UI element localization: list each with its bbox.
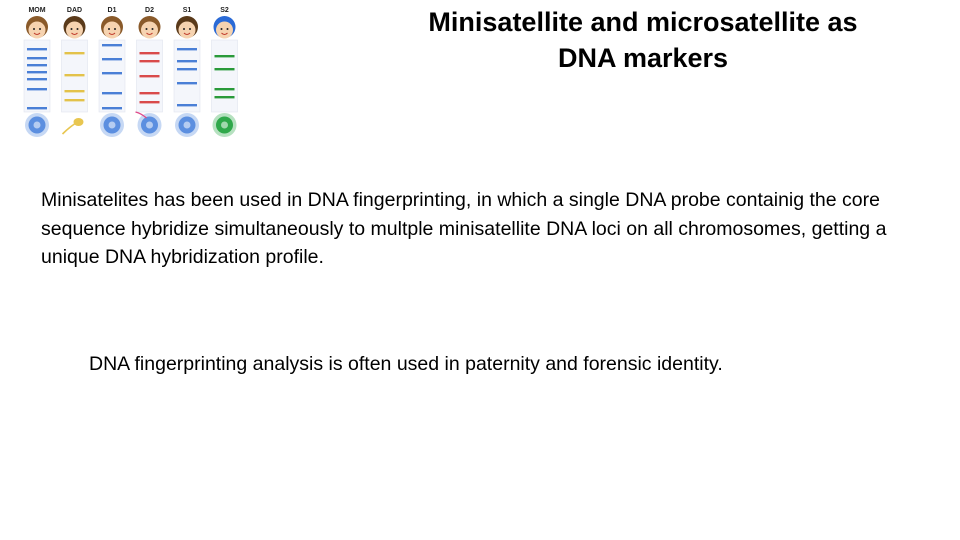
title-line-2: DNA markers [557, 43, 729, 73]
cell-nucleus [34, 122, 41, 129]
lane-d1 [99, 7, 125, 137]
title-line-1: Minisatellite and microsatellite as [428, 7, 858, 37]
gel-lane [99, 40, 125, 112]
sperm-tail [63, 124, 75, 134]
gel-lane [174, 40, 200, 112]
lane-label-dad: DAD [66, 7, 83, 14]
lane-mom [24, 7, 50, 137]
dna-band [140, 60, 160, 62]
dna-band [215, 96, 235, 98]
dna-band [140, 92, 160, 94]
lane-label-mom: MOM [28, 7, 46, 14]
dna-band [102, 72, 122, 74]
eye [108, 28, 110, 30]
lane-d2 [136, 7, 163, 137]
body-note: DNA fingerprinting analysis is often used in paternity and forensic identity. [89, 353, 723, 375]
lane-s1 [174, 7, 200, 137]
dna-band [177, 60, 197, 62]
dna-band [27, 57, 47, 59]
face-shape [216, 22, 233, 39]
face-shape [179, 22, 196, 39]
eye [33, 28, 35, 30]
dna-band [102, 107, 122, 109]
eye [39, 28, 41, 30]
dna-band [65, 74, 85, 76]
cell-nucleus [221, 122, 228, 129]
face-shape [141, 22, 158, 39]
face-shape [29, 22, 46, 39]
dna-band [65, 90, 85, 92]
cell-nucleus [184, 122, 191, 129]
dna-band [102, 44, 122, 46]
eye [183, 28, 185, 30]
eye [221, 28, 223, 30]
dna-band [27, 71, 47, 73]
eye [189, 28, 191, 30]
gel-lane [24, 40, 50, 112]
eye [146, 28, 148, 30]
dna-fingerprint-illustration [8, 0, 254, 142]
dna-band [65, 52, 85, 54]
dna-band [215, 68, 235, 70]
lane-label-d2: D2 [145, 7, 154, 14]
dna-band [65, 99, 85, 101]
lane-label-s2: S2 [220, 7, 229, 14]
dna-band [177, 68, 197, 70]
sperm-head [74, 118, 84, 126]
face-shape [104, 22, 121, 39]
dna-band [27, 107, 47, 109]
cell-nucleus [109, 122, 116, 129]
eye [114, 28, 116, 30]
dna-band [140, 101, 160, 103]
dna-band [27, 48, 47, 50]
dna-band [177, 82, 197, 84]
gel-lane [212, 40, 238, 112]
eye [152, 28, 154, 30]
dna-band [27, 78, 47, 80]
lane-dad [62, 7, 88, 134]
dna-band [27, 88, 47, 90]
body-paragraph: Minisatelites has been used in DNA fingerprinting, in which a single DNA probe containig the core sequence hybridize simultaneously to multple minisatellite DNA loci on all chromosomes, getting a unique DNA hybridization profile. [41, 189, 887, 268]
dna-band [140, 75, 160, 77]
dna-band [102, 92, 122, 94]
slide-title [300, 4, 960, 76]
lane-label-s1: S1 [182, 7, 192, 14]
eye [227, 28, 229, 30]
dna-band [215, 88, 235, 90]
dna-band [27, 64, 47, 66]
cell-nucleus [146, 122, 153, 129]
dna-band [177, 104, 197, 106]
dna-fingerprint-figure [8, 0, 254, 142]
lane-s2 [212, 7, 238, 137]
dna-band [215, 55, 235, 57]
dna-band [177, 48, 197, 50]
face-shape [66, 22, 83, 39]
eye [71, 28, 73, 30]
lane-label-d1: D1 [107, 7, 117, 14]
eye [77, 28, 79, 30]
dna-band [140, 52, 160, 54]
dna-band [102, 58, 122, 60]
